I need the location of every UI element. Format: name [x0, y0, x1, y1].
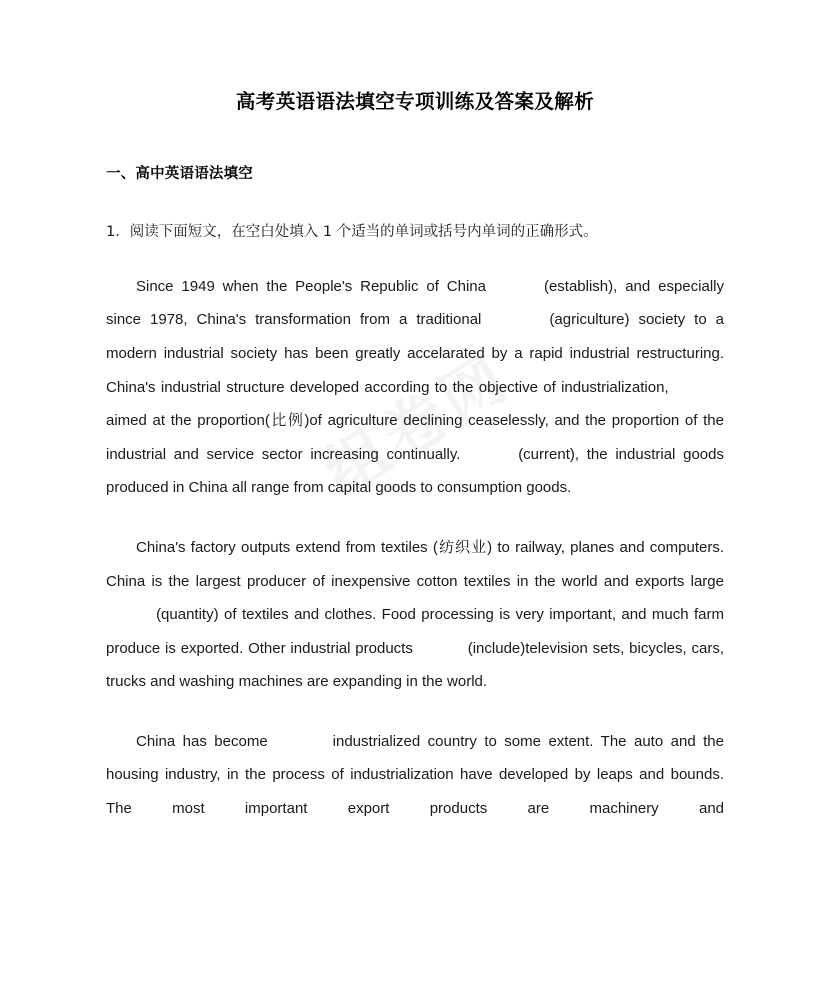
paragraph-1-segment-5: (current), the industrial goods produced in China all range from capital goods to consumption goods.: [106, 445, 724, 497]
answer-blank-1[interactable]: [494, 278, 544, 295]
exercise-instruction: 1．阅读下面短文，在空白处填入 1 个适当的单词或括号内单词的正确形式。: [106, 224, 598, 240]
passage-paragraph-3: [106, 699, 724, 859]
passage-paragraph-2: [106, 505, 724, 699]
answer-blank-3[interactable]: [674, 379, 724, 396]
paragraph-1-segment-1: Since 1949 when the People's Republic of China: [136, 277, 494, 295]
page-title: 高考英语语法填空专项训练及答案及解析: [235, 90, 595, 113]
paragraph-1-segment-4: aimed at the proportion(比例)of agriculture declining ceaselessly, and the proportion of the industrial and service sector increasing continually.: [106, 412, 724, 463]
paragraph-1-segment-3: (agriculture) society to a modern industrial society has been greatly accelarated by a rapid industrial restructuring. China's industrial structure developed according to the objective of industrialization,: [106, 311, 724, 396]
paragraph-2-segment-1: China's factory outputs extend from textiles (纺织业) to railway, planes and computers. China is the largest producer of inexpensive cotton textiles in the world and exports large: [106, 538, 724, 590]
paragraph-1-segment-2: (establish), and especially since 1978, China's transformation from a traditional: [106, 277, 724, 329]
answer-blank-2[interactable]: [490, 311, 540, 328]
answer-blank-5[interactable]: [106, 606, 156, 623]
answer-blank-6[interactable]: [418, 640, 468, 657]
paragraph-3-segment-1: China has become: [136, 732, 276, 750]
section-heading: 一、高中英语语法填空: [106, 166, 253, 182]
paragraph-2-segment-2: (quantity) of textiles and clothes. Food processing is very important, and much farm produce is exported. Other industrial products: [106, 606, 724, 657]
paragraph-3-segment-2: industrialized country to some extent. The auto and the housing industry, in the process of industrialization have developed by leaps and bounds. The most important export products are machinery and: [106, 732, 724, 818]
answer-blank-7[interactable]: [275, 733, 325, 750]
answer-blank-4[interactable]: [468, 446, 518, 463]
document-content: [106, 0, 724, 859]
passage-paragraph-1: [106, 244, 724, 505]
paragraph-2-segment-3: (include)television sets, bicycles, cars, trucks and washing machines are expanding in the world.: [106, 639, 724, 691]
